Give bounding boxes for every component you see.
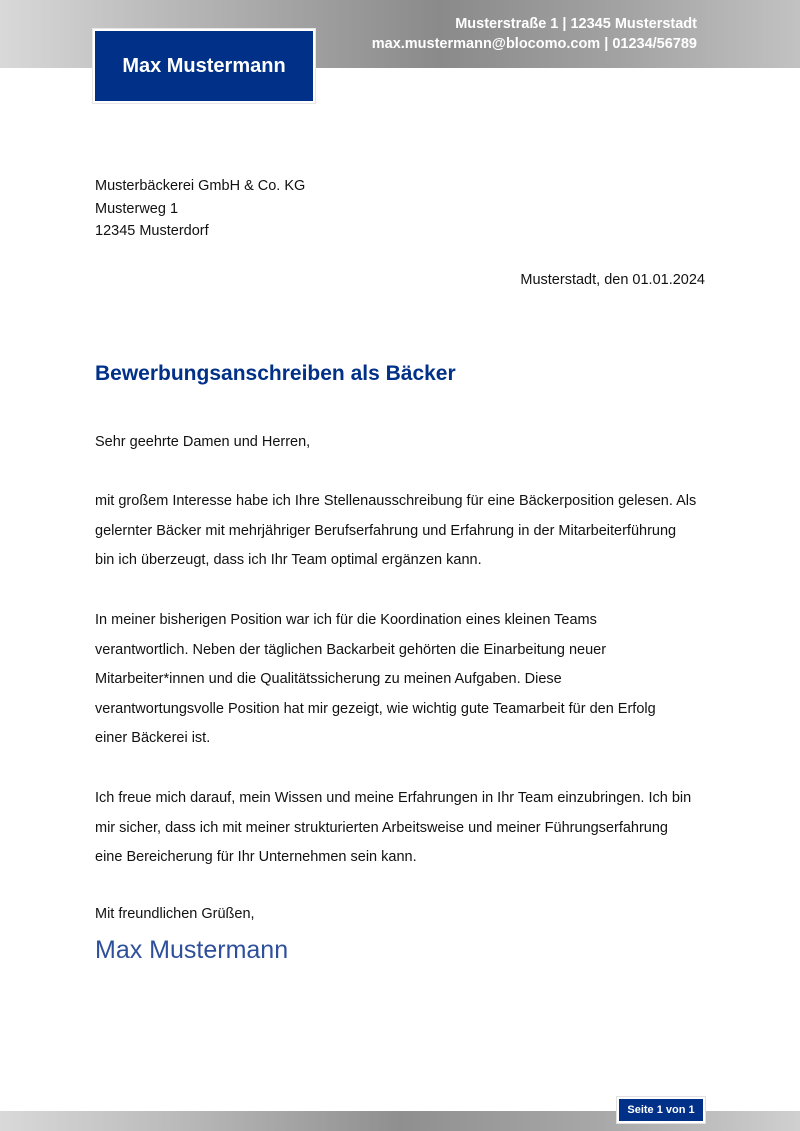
paragraph-line: verantwortlich. Neben der täglichen Backarbeit gehörten die Einarbeitung neuer — [95, 641, 607, 658]
paragraph-line: mir sicher, dass ich mit meiner strukturierten Arbeitsweise und meiner Führungserfahrung — [95, 819, 668, 836]
header-contact — [372, 14, 697, 54]
paragraph-line: eine Bereicherung für Ihr Unternehmen sein kann. — [95, 849, 417, 865]
recipient-street: Musterweg 1 — [95, 200, 179, 217]
paragraph-line: Ich freue mich darauf, mein Wissen und meine Erfahrungen in Ihr Team einzubringen. Ich bin — [95, 790, 692, 806]
paragraph-line: Mitarbeiter*innen und die Qualitätssicherung zu meinen Aufgaben. Diese — [95, 671, 562, 687]
signature: Max Mustermann — [95, 936, 289, 964]
paragraph — [95, 487, 710, 576]
paragraph-line: mit großem Interesse habe ich Ihre Stellenausschreibung für eine Bäckerposition gelesen. Als — [95, 493, 697, 509]
paragraph-line: einer Bäckerei ist. — [95, 730, 211, 746]
salutation: Sehr geehrte Damen und Herren, — [95, 434, 311, 450]
recipient-company: Musterbäckerei GmbH & Co. KG — [95, 178, 306, 194]
paragraph — [95, 784, 710, 873]
date-line: Musterstadt, den 01.01.2024 — [520, 272, 705, 288]
header-name: Max Mustermann — [122, 54, 286, 77]
recipient-city: 12345 Musterdorf — [95, 223, 209, 239]
paragraph-line: verantwortungsvolle Position hat mir gezeigt, wie wichtig gute Teamarbeit für den Erfolg — [95, 700, 656, 717]
recipient-address — [95, 175, 305, 243]
closing: Mit freundlichen Grüßen, — [95, 906, 255, 922]
paragraph-line: In meiner bisherigen Position war ich für die Koordination eines kleinen Teams — [95, 612, 597, 628]
header-address: Musterstraße 1 | 12345 Musterstadt — [455, 16, 697, 32]
page-number-badge: Seite 1 von 1 — [617, 1097, 705, 1123]
paragraph-line: gelernter Bäcker mit mehrjähriger Berufserfahrung und Erfahrung in der Mitarbeiterführung — [95, 522, 677, 539]
subject-heading: Bewerbungsanschreiben als Bäcker — [95, 362, 456, 385]
header-email-phone: max.mustermann@blocomo.com | 01234/56789 — [371, 36, 697, 52]
name-box — [93, 29, 315, 103]
paragraph — [95, 606, 710, 754]
paragraph-line: bin ich überzeugt, dass ich Ihr Team optimal ergänzen kann. — [95, 552, 482, 568]
